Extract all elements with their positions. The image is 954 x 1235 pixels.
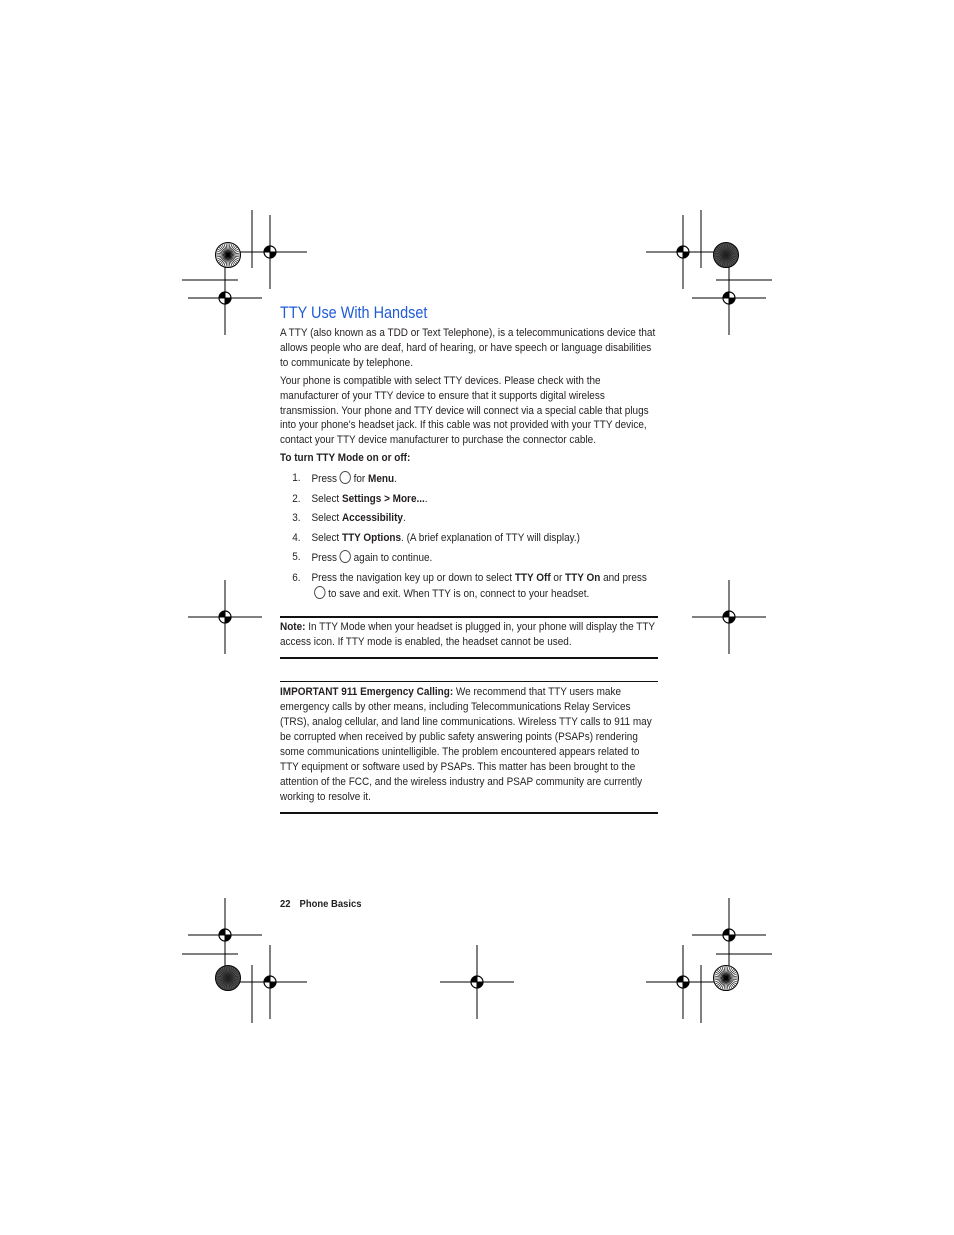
step-text: for bbox=[353, 473, 366, 486]
step-text: Select bbox=[311, 492, 340, 505]
step-5 bbox=[292, 550, 659, 566]
ok-key-icon bbox=[314, 586, 325, 599]
step-text: Press bbox=[311, 473, 337, 486]
step-bold: Menu bbox=[368, 473, 395, 486]
step-text: Press bbox=[311, 552, 337, 565]
step-number: 2. bbox=[292, 492, 301, 505]
ok-key-icon bbox=[340, 550, 351, 563]
step-bold: > bbox=[381, 492, 393, 505]
note-label: Note: bbox=[280, 621, 306, 634]
step-number: 1. bbox=[292, 472, 301, 485]
step-number: 3. bbox=[292, 512, 301, 525]
compatibility-paragraph: Your phone is compatible with select TTY devices. Please check with the manufacturer of your TTY device to ensure that it supports digital wireless transmission. Your phone and TTY device will connect via a special cable that plugs into your phone's headset jack. If this cable was not provided with your TTY device, contact your TTY device manufacturer to purchase the connector cable. bbox=[280, 374, 649, 447]
step-bold: Settings bbox=[341, 492, 382, 505]
step-text: again to continue. bbox=[353, 552, 433, 565]
important-text: We recommend that TTY users make emergency calls by other means, including Telecommunications Relay Services (TRS), analog cellular, and land line communications. Wireless TTY calls to 911 may be corrupted when received by public safety answering points (PSAPs) rendering some communications unintelligible. The problem encountered appears related to TTY equipment or software used by PSAPs. This matter has been brought to the attention of the FCC, and the wireless industry and PSAP community are currently working to resolve it. bbox=[280, 686, 652, 803]
step-4 bbox=[292, 531, 659, 546]
step-number: 4. bbox=[292, 531, 301, 544]
step-text: to save and exit. When TTY is on, connect to your headset. bbox=[328, 587, 590, 600]
step-text: Select bbox=[311, 531, 340, 544]
step-bold: TTY Off bbox=[514, 571, 551, 584]
page-number: 22 bbox=[280, 898, 291, 910]
step-bold: TTY On bbox=[565, 571, 601, 584]
page-content bbox=[280, 304, 658, 814]
menu-key-icon bbox=[340, 471, 351, 484]
steps-list bbox=[280, 471, 658, 601]
page-footer bbox=[280, 898, 362, 910]
steps-heading: To turn TTY Mode on or off: bbox=[280, 452, 411, 465]
intro-paragraph: A TTY (also known as a TDD or Text Telephone), is a telecommunications device that allows people who are deaf, hard of hearing, or have speech or language disabilities to communicate by telephone. bbox=[280, 327, 656, 369]
step-6 bbox=[292, 571, 659, 602]
step-2 bbox=[292, 492, 659, 507]
section-title: TTY Use With Handset bbox=[280, 304, 428, 322]
step-text: and press bbox=[600, 571, 647, 584]
step-bold: Accessibility bbox=[341, 512, 403, 525]
step-text: . bbox=[402, 512, 406, 525]
step-text: Select bbox=[311, 512, 340, 525]
important-box bbox=[280, 681, 658, 813]
step-text: . bbox=[424, 492, 428, 505]
note-box bbox=[280, 616, 658, 659]
step-3 bbox=[292, 511, 659, 526]
section-name: Phone Basics bbox=[299, 898, 362, 910]
step-1 bbox=[292, 471, 659, 487]
step-text: . bbox=[394, 473, 397, 486]
step-bold: More... bbox=[392, 492, 425, 505]
step-text: or bbox=[550, 571, 566, 584]
step-text: Press the navigation key up or down to select bbox=[311, 571, 513, 584]
step-text: . (A brief explanation of TTY will display.) bbox=[401, 531, 580, 544]
step-bold: TTY Options bbox=[341, 531, 402, 544]
important-label: IMPORTANT 911 Emergency Calling: bbox=[280, 686, 454, 699]
step-number: 5. bbox=[292, 551, 301, 564]
step-number: 6. bbox=[292, 571, 301, 584]
note-text: In TTY Mode when your headset is plugged in, your phone will display the TTY access icon. If TTY mode is enabled, the headset cannot be used. bbox=[280, 621, 655, 649]
